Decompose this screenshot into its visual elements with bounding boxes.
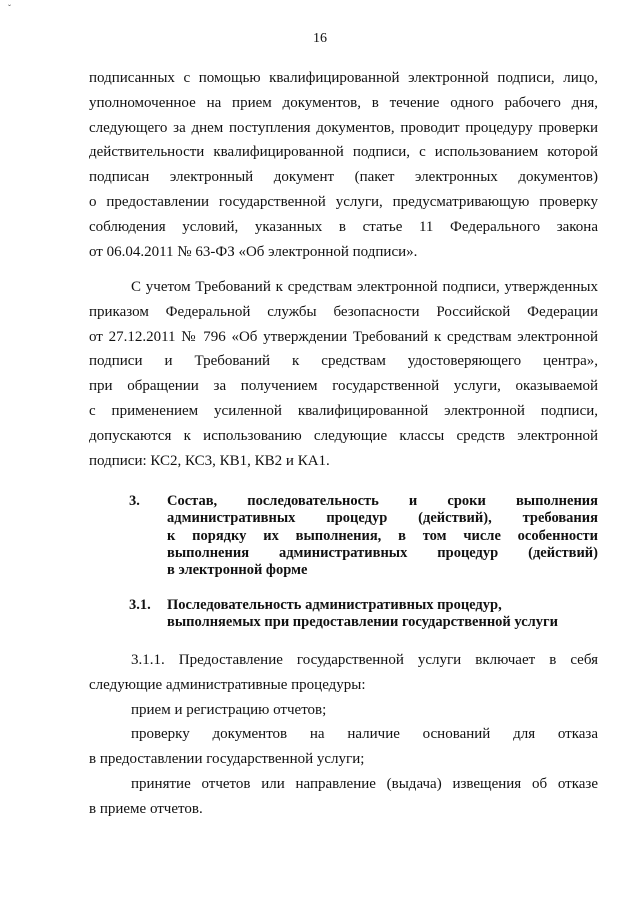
page-number: 16 [313,31,327,46]
text-line: действительности квалифицированной подписи, с использованием которой [89,144,598,161]
text-line: 3.1.1. Предоставление государственной услуги включает в себя [131,652,598,668]
text-line: с применением усиленной квалифицированной электронной подписи, [89,402,598,419]
heading-line: в электронной форме [167,562,308,579]
paragraph-signature-classes [89,275,598,473]
heading-line: выполняемых при предоставлении государственной услуги [167,614,558,631]
section-title [167,493,598,579]
list-item: принятие отчетов или направление (выдача) извещения об отказе [131,775,598,792]
paragraph-verification [89,66,598,264]
list-item: прием и регистрацию отчетов; [131,701,327,718]
text-line: в предоставлении государственной услуги; [89,751,365,768]
list-item: проверку документов на наличие оснований для отказа [131,726,598,743]
text-line: подписи и Требований к средствам удостоверяющего центра», [89,353,598,370]
scan-mark: ˇ [8,3,11,13]
text-line: от 06.04.2011 № 63-ФЗ «Об электронной подписи». [89,243,418,260]
text-line: допускаются к использованию следующие классы средств электронной [89,427,598,444]
heading-line: Состав, последовательность и сроки выполнения [167,493,598,509]
section-title [167,597,598,632]
heading-line: административных процедур (действий), требования [167,510,598,527]
text-line: подписанных с помощью квалифицированной электронной подписи, лицо, [89,70,598,86]
paragraph-procedures [89,648,598,822]
text-line: подписи: КС2, КС3, КВ1, КВ2 и КА1. [89,452,330,469]
text-line: следующие административные процедуры: [89,676,366,693]
text-line: о предоставлении государственной услуги, предусматривающую проверку [89,193,598,210]
section-number: 3. [129,493,140,509]
text-line: при обращении за получением государственной услуги, оказываемой [89,378,598,395]
text-line: от 27.12.2011 № 796 «Об утверждении Требований к средствам электронной [89,328,598,345]
text-line: С учетом Требований к средствам электронной подписи, утвержденных [131,279,598,295]
text-line: соблюдения условий, указанных в статье 11 Федерального закона [89,218,598,235]
text-line: уполномоченное на прием документов, в течение одного рабочего дня, [89,94,598,111]
heading-line: выполнения административных процедур (действий) [167,544,598,561]
text-line: приказом Федеральной службы безопасности Российской Федерации [89,303,598,320]
text-line: в приеме отчетов. [89,800,203,817]
section-number: 3.1. [129,597,151,613]
heading-line: к порядку их выполнения, в том числе особенности [167,527,598,544]
heading-line: Последовательность административных процедур, [167,597,502,613]
text-line: следующего за днем поступления документов, проводит процедуру проверки [89,119,598,136]
text-line: подписан электронный документ (пакет электронных документов) [89,169,598,186]
